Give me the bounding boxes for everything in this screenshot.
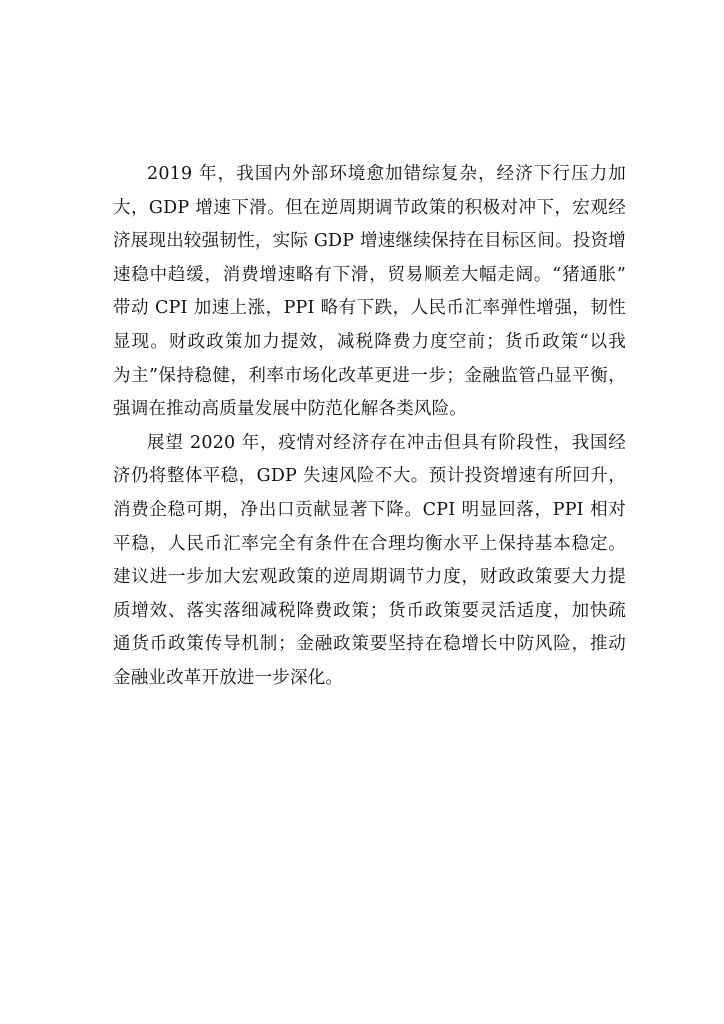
text-line: 2019 年，我国内外部环境愈加错综复杂，经济下行压力加 [147,164,626,184]
text-line: 建议进一步加大宏观政策的逆周期调节力度，财政政策要大力提 [113,567,626,588]
text-line: 消费企稳可期，净出口贡献显著下降。CPI 明显回落，PPI 相对 [113,499,626,520]
paragraph-2019-review [113,158,626,427]
text-line: 金融业改革开放进一步深化。 [113,667,344,688]
text-line: 质增效、落实落细减税降费政策；货币政策要灵活适度，加快疏 [113,600,626,621]
text-line: 济展现出较强韧性，实际 GDP 增速继续保持在目标区间。投资增 [113,231,626,252]
text-line: 通货币政策传导机制；金融政策要坚持在稳增长中防风险，推动 [113,634,626,655]
text-line: 强调在推动高质量发展中防范化解各类风险。 [113,399,467,420]
text-line: 带动 CPI 加速上涨，PPI 略有下跌，人民币汇率弹性增强，韧性 [113,298,626,319]
body-text [113,158,626,696]
text-line: 大，GDP 增速下滑。但在逆周期调节政策的积极对冲下，宏观经 [113,197,626,218]
text-line: 为主”保持稳健，利率市场化改革更进一步；金融监管凸显平衡， [113,365,626,386]
text-line: 速稳中趋缓，消费增速略有下滑，贸易顺差大幅走阔。“猪通胀” [113,264,626,285]
text-line: 济仍将整体平稳，GDP 失速风险不大。预计投资增速有所回升， [113,466,626,487]
text-line: 展望 2020 年，疫情对经济存在冲击但具有阶段性，我国经 [147,432,626,453]
text-line: 显现。财政政策加力提效，减税降费力度空前；货币政策“以我 [113,331,626,352]
paragraph-2020-outlook [113,427,626,696]
text-line: 平稳，人民币汇率完全有条件在合理均衡水平上保持基本稳定。 [113,533,626,554]
